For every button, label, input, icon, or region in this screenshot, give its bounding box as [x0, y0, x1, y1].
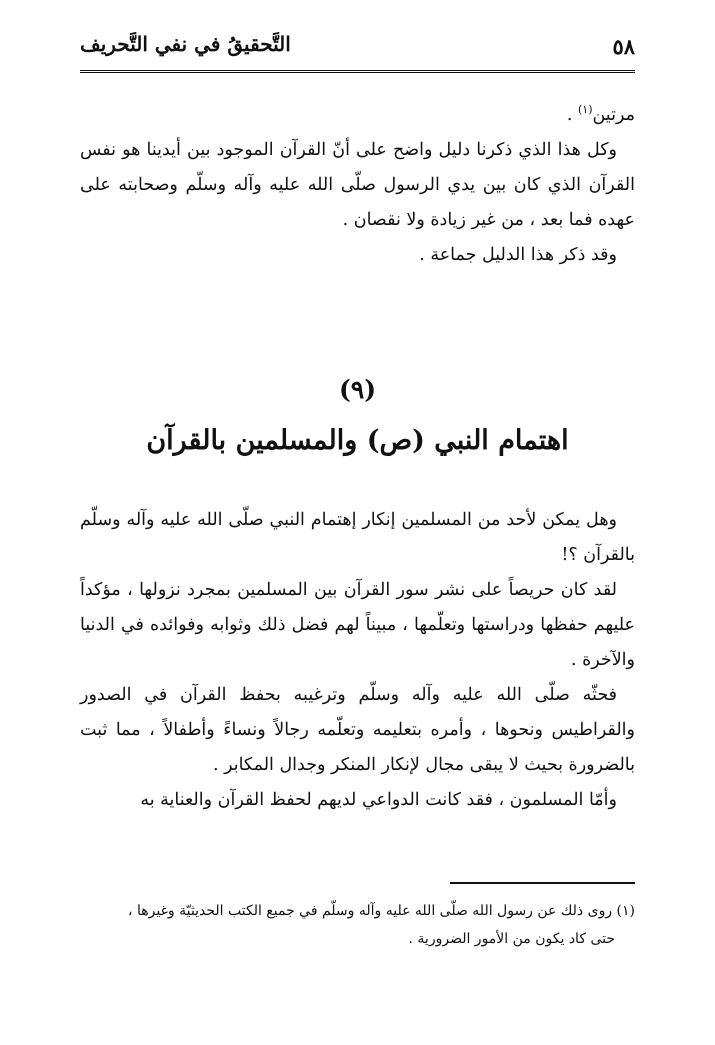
body-text-top	[80, 92, 635, 273]
section-title: اهتمام النبي (ص) والمسلمين بالقرآن	[146, 425, 569, 456]
section-number: (٩)	[338, 375, 377, 404]
footnote-line: (١) روى ذلك عن رسول الله صلّى الله عليه وآله وسلّم في جميع الكتب الحديثيّة وغيرها ،	[128, 903, 635, 919]
page-number: ٥٨	[612, 34, 635, 59]
paragraph: وهل يمكن لأحد من المسلمين إنكار إهتمام النبي صلّى الله عليه وآله وسلّم بالقرآن ؟!	[80, 510, 635, 565]
running-title: التَّحقيقُ في نفي التَّحريف	[80, 32, 291, 56]
footnotes	[80, 897, 635, 953]
paragraph: وكل هذا الذي ذكرنا دليل واضح على أنّ القرآن الموجود بين أيدينا هو نفس القرآن الذي كان بين يدي الرسول صلّى الله عليه وآله وسلّم وصحابته على عهده فما بعد ، من غير زيادة ولا نقصان .	[80, 139, 635, 230]
paragraph: وأمّا المسلمون ، فقد كانت الدواعي لديهم لحفظ القرآن والعناية به	[140, 790, 617, 810]
page-header	[80, 30, 635, 70]
paragraph: لقد كان حريصاً على نشر سور القرآن بين المسلمين بمجرد نزولها ، مؤكداً عليهم حفظها ودراستها وتعلّمها ، مبيناً لهم فضل ذلك وثوابه وفوائده في الدنيا والآخرة .	[80, 580, 635, 670]
footnote-line: حتى كاد يكون من الأمور الضرورية .	[408, 931, 615, 947]
body-text-bottom	[80, 503, 635, 818]
paragraph: فحثّه صلّى الله عليه وآله وسلّم وترغيبه بحفظ القرآن في الصدور والقراطيس ونحوها ، وأمره بتعليمه وتعلّمه رجالاً ونساءً وأطفالاً ، مما ثبت بالضرورة بحيث لا يبقى مجال لإنكار المنكر وجدال المكابر .	[80, 685, 635, 775]
paragraph-end: .	[566, 104, 578, 125]
footnote-ref: (١)	[577, 103, 593, 116]
paragraph: وقد ذكر هذا الدليل جماعة .	[419, 244, 617, 265]
paragraph	[80, 92, 635, 133]
header-rule	[80, 70, 635, 73]
paragraph-text: مرتين	[592, 104, 635, 125]
footnote-rule	[450, 882, 635, 884]
